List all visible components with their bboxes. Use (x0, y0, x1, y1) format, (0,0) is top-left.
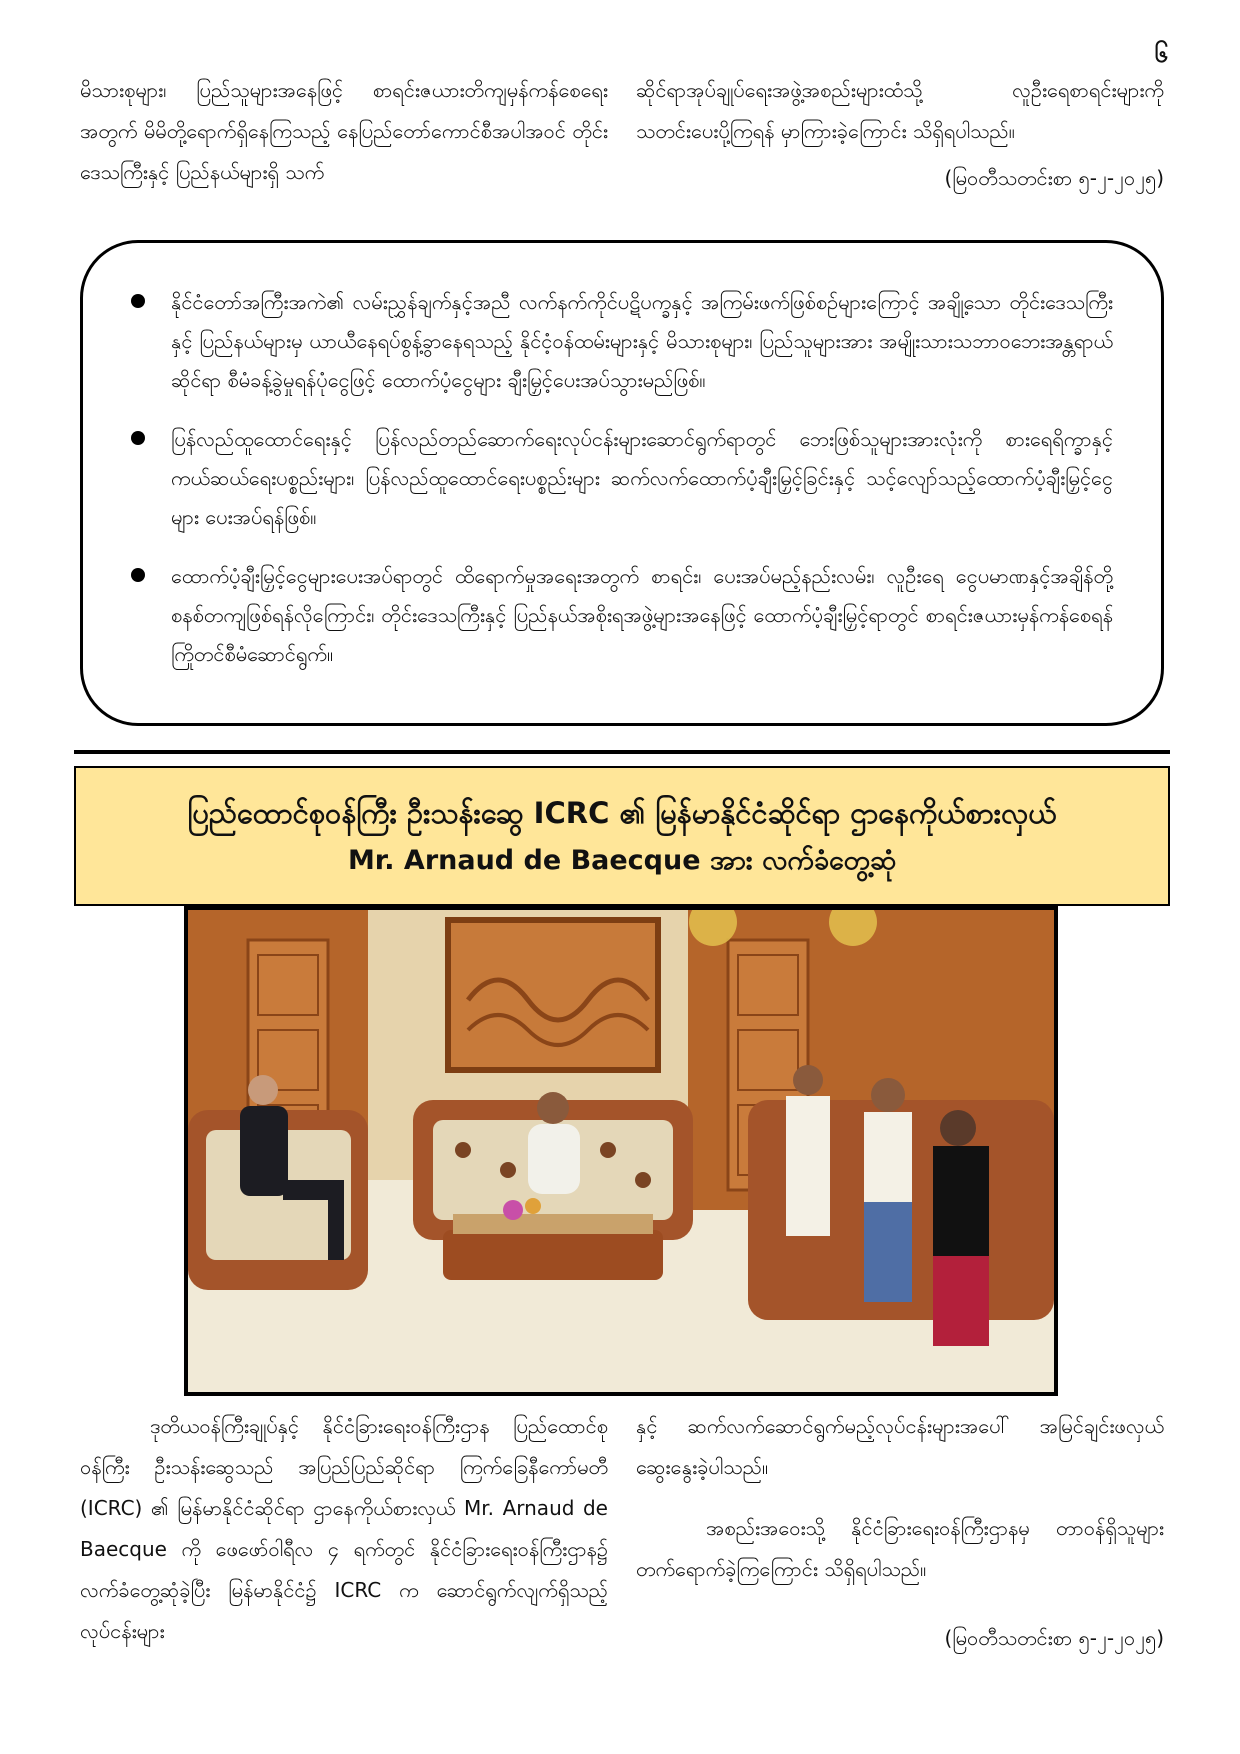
bullet-dot-icon (131, 294, 145, 308)
bullet-list (131, 283, 1113, 674)
bottom-article-left-column (80, 1406, 608, 1659)
bullet-item (131, 557, 1113, 674)
bottom-article-left-paragraph: ဒုတိယဝန်ကြီးချုပ်နှင့် နိုင်ငံခြားရေးဝန်ကြီးဌာန ပြည်ထောင်စုဝန်ကြီး ဦးသန်းဆွေသည် အပြည်ပြည်ဆိုင်ရာ ကြက်ခြေနီကော်မတီ (ICRC) ၏ မြန်မာနိုင်ငံဆိုင်ရာ ဌာနေကိုယ်စားလှယ် Mr. Arnaud de Baecque ကို ဖေဖော်ဝါရီလ ၄ ရက်တွင် နိုင်ငံခြားရေးဝန်ကြီးဌာန၌ လက်ခံတွေ့ဆုံခဲ့ပြီး မြန်မာနိုင်ငံ၌ ICRC က ဆောင်ရွက်လျက်ရှိသည့်လုပ်ငန်းများ (80, 1414, 608, 1643)
top-article-left-paragraph: မိသားစုများ၊ ပြည်သူများအနေဖြင့် စာရင်းဇယားတိကျမှန်ကန်စေရေးအတွက် မိမိတို့ရောက်ရှိနေကြသည့် နေပြည်တော်ကောင်စီအပါအဝင် တိုင်းဒေသကြီးနှင့် ပြည်နယ်များရှိ သက် (80, 78, 608, 184)
headline-title: ပြည်ထောင်စုဝန်ကြီး ဦးသန်းဆွေ ICRC ၏ မြန်မာနိုင်ငံဆိုင်ရာ ဌာနေကိုယ်စားလှယ် (187, 796, 1057, 830)
top-article-right-paragraph: ဆိုင်ရာအုပ်ချုပ်ရေးအဖွဲ့အစည်းများထံသို့ လူဦးရေစာရင်းများကို သတင်းပေးပို့ကြရန် မှာကြားခဲ့ကြောင်း သိရှိရပါသည်။ (636, 78, 1164, 143)
bullet-text: နိုင်ငံတော်အကြီးအကဲ၏ လမ်းညွှန်ချက်နှင့်အညီ လက်နက်ကိုင်ပဋိပက္ခနှင့် အကြမ်းဖက်ဖြစ်စဉ်များကြောင့် အချို့သော တိုင်းဒေသကြီးနှင့် ပြည်နယ်များမှ ယာယီနေရပ်စွန့်ခွာနေရသည့် နိုင်ငံ့ဝန်ထမ်းများနှင့် မိသားစုများ၊ ပြည်သူများအား အမျိုးသားသဘာဝဘေးအန္တရာယ်ဆိုင်ရာ စီမံခန့်ခွဲမှုရန်ပုံငွေဖြင့် ထောက်ပံ့ငွေများ ချီးမြှင့်ပေးအပ်သွားမည်ဖြစ်။ (171, 290, 1113, 392)
bullet-text: ထောက်ပံ့ချီးမြှင့်ငွေများပေးအပ်ရာတွင် ထိရောက်မှုအရေးအတွက် စာရင်း၊ ပေးအပ်မည့်နည်းလမ်း၊ လူဦးရေ ငွေပမာဏနှင့်အချိန်တို့ စနစ်တကျဖြစ်ရန်လိုကြောင်း၊ တိုင်းဒေသကြီးနှင့် ပြည်နယ်အစိုးရအဖွဲ့များအနေဖြင့် ထောက်ပံ့ချီးမြှင့်ရာတွင် စာရင်းဇယားမှန်ကန်စေရန် ကြိုတင်စီမံဆောင်ရွက်။ (171, 564, 1113, 666)
headline-box (74, 766, 1170, 906)
headline-subtitle: Mr. Arnaud de Baecque အား လက်ခံတွေ့ဆုံ (347, 845, 897, 876)
bottom-article (80, 1406, 1164, 1659)
meeting-photo (184, 906, 1058, 1396)
bottom-article-right-paragraph-2: အစည်းအဝေးသို့ နိုင်ငံခြားရေးဝန်ကြီးဌာနမှ တာဝန်ရှိသူများ တက်ရောက်ခဲ့ကြကြောင်း သိရှိရပါသည်။ (636, 1516, 1164, 1581)
bullet-dot-icon (131, 568, 145, 582)
top-article (80, 70, 1164, 199)
bottom-article-right-column (636, 1406, 1164, 1659)
bottom-article-right-paragraph-1: နှင့် ဆက်လက်ဆောင်ရွက်မည့်လုပ်ငန်းများအပေါ် အမြင်ချင်းဖလှယ်ဆွေးနွေးခဲ့ပါသည်။ (636, 1414, 1164, 1479)
bottom-article-source: (မြဝတီသတင်းစာ ၅-၂-၂၀၂၅) (944, 1626, 1164, 1650)
top-article-source: (မြဝတီသတင်းစာ ၅-၂-၂၀၂၅) (944, 166, 1164, 190)
bullet-text: ပြန်လည်ထူထောင်ရေးနှင့် ပြန်လည်တည်ဆောက်ရေးလုပ်ငန်းများဆောင်ရွက်ရာတွင် ဘေးဖြစ်သူများအားလုံးကို စားရေရိက္ခာနှင့် ကယ်ဆယ်ရေးပစ္စည်းများ၊ ပြန်လည်ထူထောင်ရေးပစ္စည်းများ ဆက်လက်ထောက်ပံ့ချီးမြှင့်ခြင်းနှင့် သင့်လျော်သည့်ထောက်ပံ့ချီးမြှင့်ငွေများ ပေးအပ်ရန်ဖြစ်။ (171, 427, 1113, 529)
bullet-summary-box (80, 240, 1164, 726)
page-number: ၆ (1154, 40, 1168, 68)
bullet-item (131, 420, 1113, 537)
top-article-right-column (636, 70, 1164, 199)
section-divider (74, 750, 1170, 754)
top-article-left-column (80, 70, 608, 199)
bullet-dot-icon (131, 431, 145, 445)
bullet-item (131, 283, 1113, 400)
